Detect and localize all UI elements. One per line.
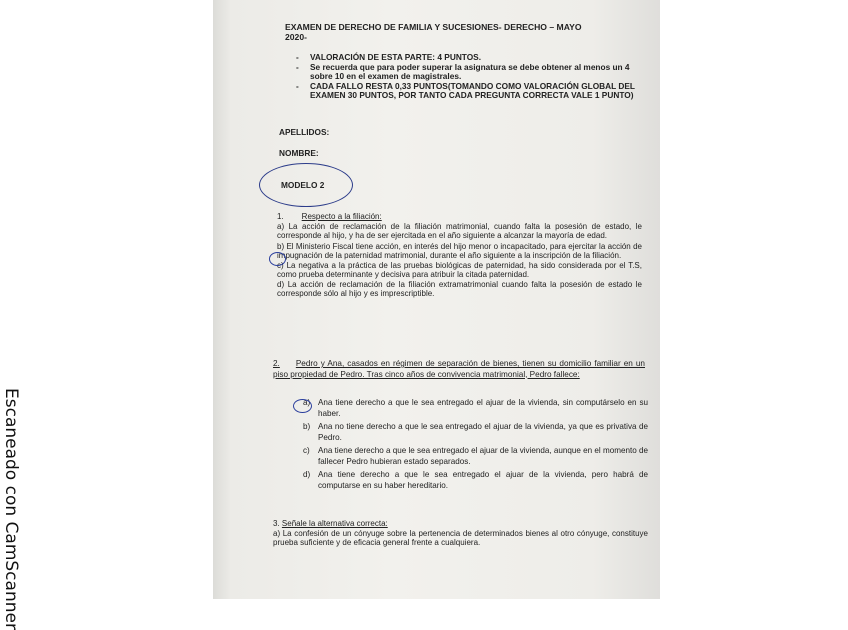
scanned-page	[213, 0, 660, 599]
nombre-label: NOMBRE:	[279, 148, 319, 158]
note-item: - CADA FALLO RESTA 0,33 PUNTOS(TOMANDO COMO VALORACIÓN GLOBAL DEL EXAMEN 30 PUNTOS, POR TANTO CADA PREGUNTA CORRECTA VALE 1 PUNTO)	[296, 80, 635, 100]
question-2-stem: 2. Pedro y Ana, casados en régimen de separación de bienes, tienen su domicilio familiar en un piso propiedad de Pedro. Tras cinco años de convivencia matrimonial, Pedro fallece:	[273, 359, 645, 379]
question-2-options	[303, 398, 648, 491]
answer-mark-q2	[293, 399, 312, 413]
question-1-option-c: c) La negativa a la práctica de las pruebas biológicas de paternidad, ha sido considerada por el T.S, como prueba determinante y decisiva para atribuir la citada paternidad.	[277, 260, 642, 279]
exam-title-line1: EXAMEN DE DERECHO DE FAMILIA Y SUCESIONES- DERECHO – MAYO	[285, 22, 582, 32]
question-2-option-a: a) Ana tiene derecho a que le sea entregado el ajuar de la vivienda, sin computárselo en su haber.	[303, 398, 648, 418]
question-1-header: 1. Respecto a la filiación:	[277, 212, 382, 221]
question-2-option-d: d) Ana tiene derecho a que le sea entregado el ajuar de la vivienda, pero habrá de computarse en su haber hereditario.	[303, 470, 648, 490]
question-1-option-d: d) La acción de reclamación de la filiación extramatrimonial cuando falta la posesión de estado le corresponde sólo al hijo y es imprescriptible.	[277, 279, 642, 298]
answer-mark-q1	[269, 252, 286, 266]
question-2-option-b: b) Ana no tiene derecho a que le sea entregado el ajuar de la vivienda, ya que es privativa de Pedro.	[303, 422, 648, 442]
exam-title-line2: 2020-	[285, 32, 307, 42]
question-2	[273, 359, 645, 380]
watermark-text: Escaneado con CamScanner	[1, 388, 21, 630]
exam-notes	[296, 53, 636, 101]
note-item: - VALORACIÓN DE ESTA PARTE: 4 PUNTOS.	[296, 52, 482, 62]
apellidos-label: APELLIDOS:	[279, 127, 330, 137]
question-3	[273, 519, 648, 548]
modelo-label: MODELO 2	[281, 180, 325, 190]
question-1-option-b: b) El Ministerio Fiscal tiene acción, en interés del hijo menor o incapacitado, para ejercitar la acción de impugnación de la paternidad matrimonial, durante el año siguiente a la inscripción de la filiación.	[277, 241, 642, 260]
question-1	[277, 212, 642, 299]
note-item: - Se recuerda que para poder superar la asignatura se debe obtener al menos un 4 sobre 10 en el examen de magistrales.	[296, 61, 630, 81]
question-2-option-c: c) Ana tiene derecho a que le sea entregado el ajuar de la vivienda, aunque en el momento de fallecer Pedro hubieran estado separados.	[303, 446, 648, 466]
question-3-option-a: a) La confesión de un cónyuge sobre la pertenencia de determinados bienes al otro cónyuge, constituye prueba suficiente y de eficacia general frente a cualquiera.	[273, 528, 648, 547]
exam-title	[285, 22, 645, 42]
question-3-header: 3. Señale la alternativa correcta:	[273, 519, 388, 528]
question-1-option-a: a) La acción de reclamación de la filiación matrimonial, cuando falta la posesión de estado, le corresponde al hijo, y ha de ser ejercitada en el año siguiente a alcanzar la mayoría de edad.	[277, 221, 642, 240]
